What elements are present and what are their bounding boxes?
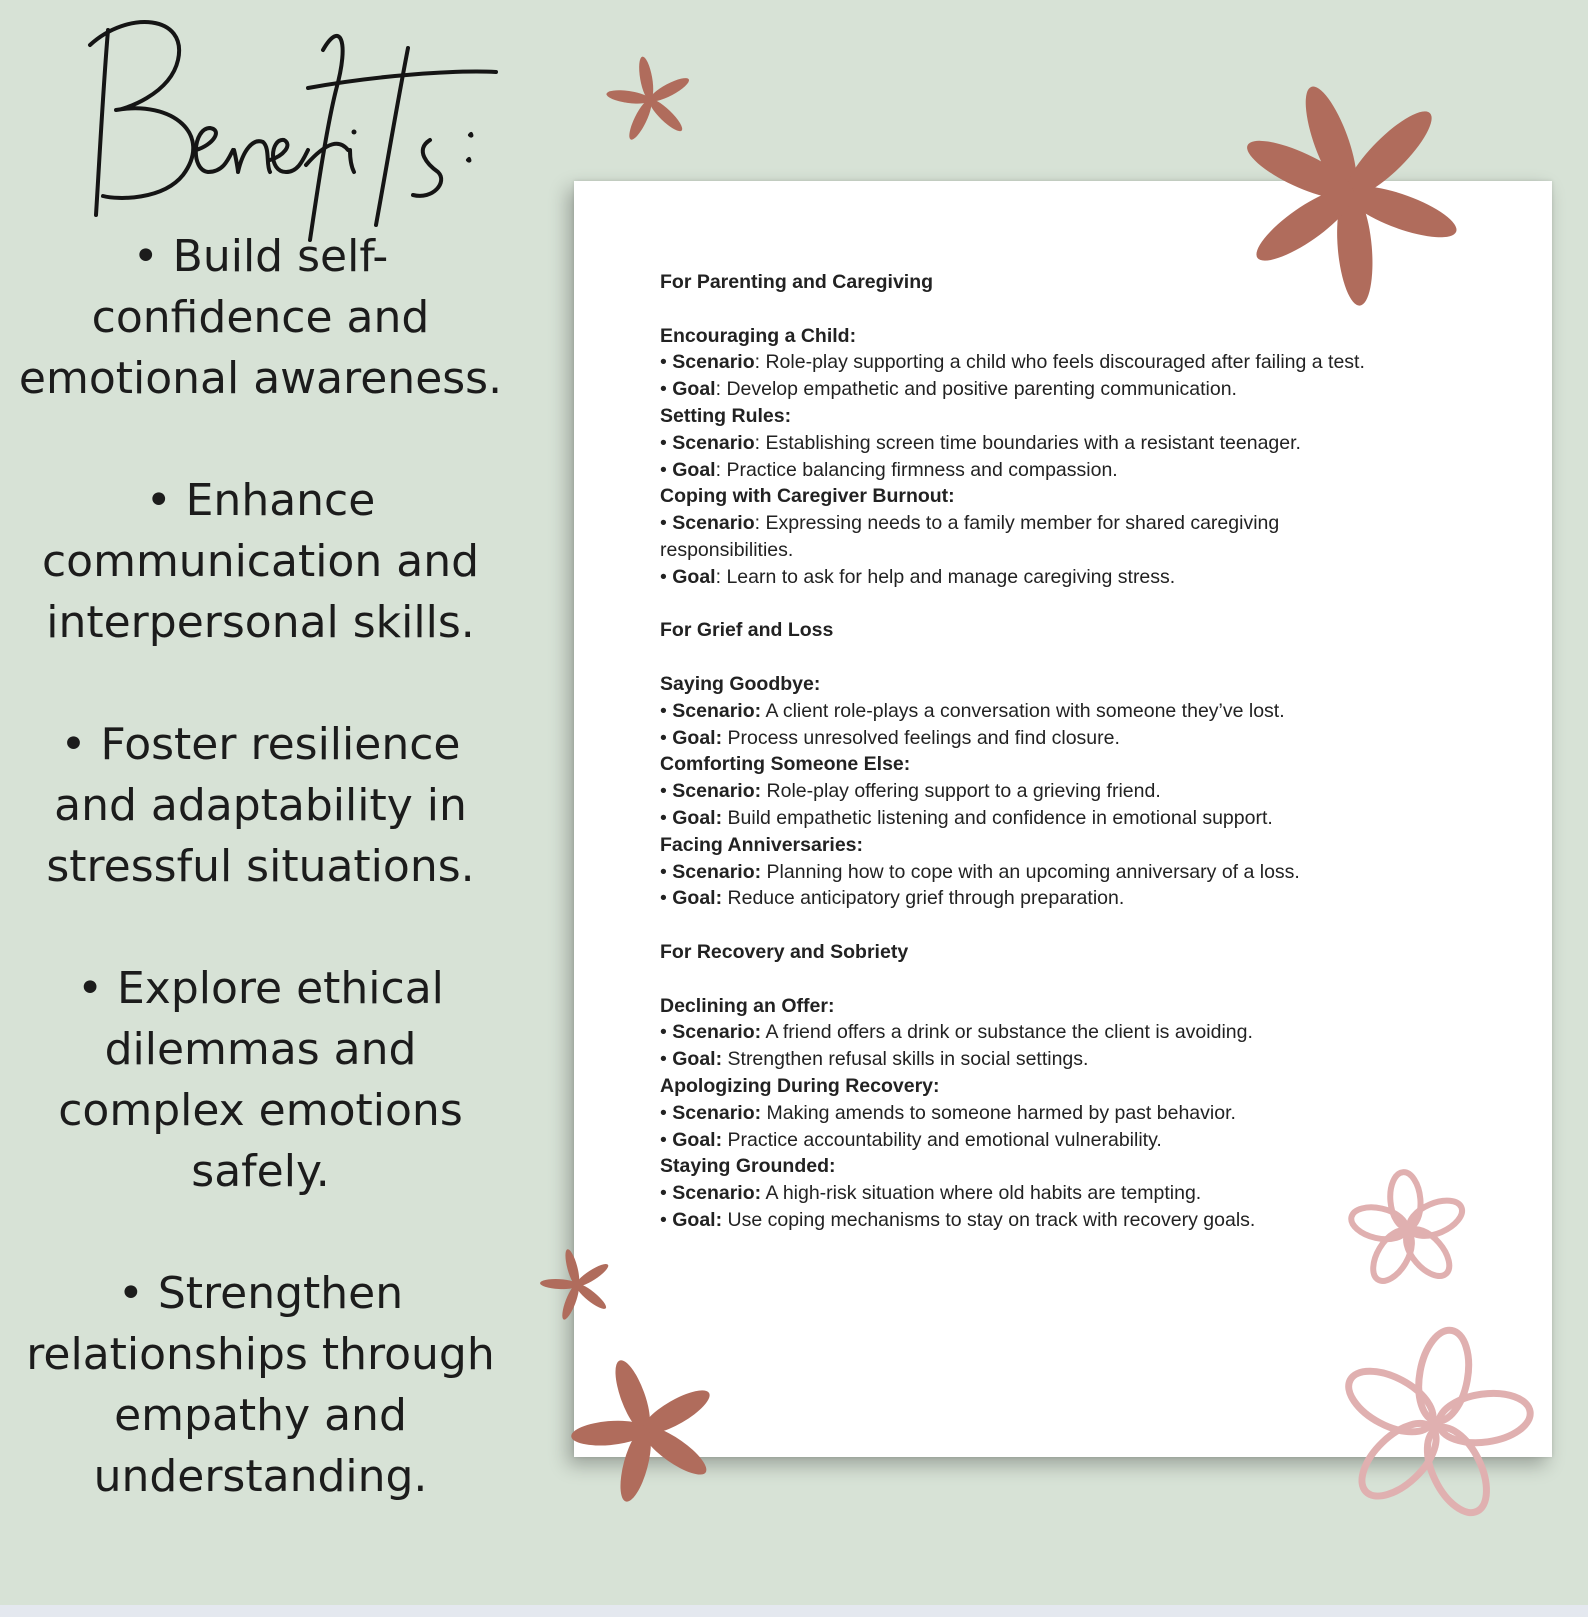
scenario-text: Making amends to someone harmed by past behavior. (766, 1101, 1236, 1124)
benefit-line: safely. (191, 1146, 330, 1197)
benefit-line: • Build self- (132, 231, 389, 282)
scenario-line: • Scenario: Role-play offering support to a grieving friend. (660, 780, 1161, 803)
bottom-strip (0, 1605, 1588, 1617)
benefit-line: stressful situations. (46, 841, 475, 892)
scenario-line: • Scenario: Making amends to someone harmed by past behavior. (660, 1101, 1236, 1124)
scenario-heading: Apologizing During Recovery: (660, 1074, 940, 1097)
goal-label: Goal: (672, 1048, 723, 1071)
benefit-line: confidence and (91, 292, 430, 343)
goal-label: Goal (672, 378, 716, 401)
goal-line: • Goal: Reduce anticipatory grief through preparation. (660, 887, 1125, 910)
scenario-label: Scenario (672, 431, 755, 454)
scenario-line: • Scenario: Expressing needs to a family member for shared caregiving (660, 512, 1280, 535)
scenario-line: • Scenario: A high-risk situation where old habits are tempting. (660, 1182, 1202, 1205)
benefit-line: empathy and (114, 1390, 407, 1441)
large-outline-flower-icon (1320, 1310, 1550, 1540)
goal-line: • Goal: Build empathetic listening and confidence in emotional support. (660, 806, 1273, 829)
scenario-label: Scenario: (672, 780, 762, 803)
large-flower-icon (1235, 78, 1465, 308)
goal-label: Goal: (672, 1208, 723, 1231)
benefit-line: • Foster resilience (60, 719, 461, 770)
small-flower-icon (532, 1240, 622, 1330)
goal-line: • Goal: Learn to ask for help and manage caregiving stress. (660, 565, 1176, 588)
goal-text: Develop empathetic and positive parenting communication. (726, 378, 1237, 401)
scenario-text: Expressing needs to a family member for shared caregiving (765, 512, 1280, 535)
benefit-item (18, 1263, 503, 1507)
benefit-line: • Explore ethical (77, 963, 444, 1014)
goal-text: Learn to ask for help and manage caregiving stress. (726, 565, 1176, 588)
scenario-line: • Scenario: Planning how to cope with an upcoming anniversary of a loss. (660, 860, 1300, 883)
document-content (660, 269, 1500, 1234)
goal-line: • Goal: Strengthen refusal skills in social settings. (660, 1048, 1089, 1071)
scenario-text: Role-play supporting a child who feels discouraged after failing a test. (765, 351, 1365, 374)
scenario-label: Scenario: (672, 1182, 762, 1205)
scenario-text: A friend offers a drink or substance the client is avoiding. (765, 1021, 1253, 1044)
goal-label: Goal (672, 458, 716, 481)
benefit-line: and adaptability in (54, 780, 467, 831)
scenario-line: • Scenario: Establishing screen time boundaries with a resistant teenager. (660, 431, 1301, 454)
scenario-text: Establishing screen time boundaries with a resistant teenager. (765, 431, 1301, 454)
goal-text: Process unresolved feelings and find closure. (727, 726, 1120, 749)
benefit-line: relationships through (26, 1329, 495, 1380)
scenario-line: • Scenario: A friend offers a drink or substance the client is avoiding. (660, 1021, 1253, 1044)
scenario-heading: Declining an Offer: (660, 994, 835, 1017)
benefit-line: communication and (41, 536, 480, 587)
benefit-line: dilemmas and (104, 1024, 417, 1075)
goal-text: Build empathetic listening and confidence in emotional support. (727, 806, 1273, 829)
benefit-item (18, 226, 503, 409)
section-title: For Recovery and Sobriety (660, 940, 909, 963)
goal-line: • Goal: Develop empathetic and positive parenting communication. (660, 378, 1237, 401)
goal-label: Goal (672, 565, 716, 588)
scenario-text: Role-play offering support to a grieving friend. (766, 780, 1161, 803)
scenario-heading: Setting Rules: (660, 404, 792, 427)
goal-text: Practice balancing firmness and compassion. (726, 458, 1118, 481)
goal-line: • Goal: Use coping mechanisms to stay on track with recovery goals. (660, 1208, 1256, 1231)
goal-text: Use coping mechanisms to stay on track with recovery goals. (727, 1208, 1256, 1231)
scenario-text-continued: responsibilities. (660, 538, 794, 561)
scenario-heading: Encouraging a Child: (660, 324, 857, 347)
scenario-label: Scenario: (672, 1101, 762, 1124)
section-title: For Parenting and Caregiving (660, 271, 934, 293)
benefit-item (18, 714, 503, 897)
goal-line: • Goal: Process unresolved feelings and find closure. (660, 726, 1120, 749)
small-flower-icon (600, 50, 700, 150)
scenario-heading: Saying Goodbye: (660, 672, 821, 695)
benefit-line: • Enhance (145, 475, 376, 526)
scenario-heading: Comforting Someone Else: (660, 753, 911, 776)
benefit-item (18, 958, 503, 1202)
benefit-line: • Strengthen (117, 1268, 404, 1319)
scenario-label: Scenario: (672, 860, 762, 883)
benefits-list (18, 226, 503, 1568)
scenario-line: • Scenario: A client role-plays a conversation with someone they’ve lost. (660, 699, 1285, 722)
scenario-line: • Scenario: Role-play supporting a child who feels discouraged after failing a test. (660, 351, 1365, 374)
scenario-text: Planning how to cope with an upcoming anniversary of a loss. (766, 860, 1300, 883)
benefit-line: emotional awareness. (18, 353, 503, 404)
scenario-text: A client role-plays a conversation with someone they’ve lost. (765, 699, 1285, 722)
goal-label: Goal: (672, 1128, 723, 1151)
goal-label: Goal: (672, 887, 723, 910)
scenario-heading: Facing Anniversaries: (660, 833, 864, 856)
benefit-line: interpersonal skills. (46, 597, 475, 648)
benefit-item (18, 470, 503, 653)
benefit-line: understanding. (93, 1451, 428, 1502)
medium-flower-icon (565, 1350, 725, 1510)
goal-label: Goal: (672, 806, 723, 829)
goal-text: Strengthen refusal skills in social settings. (727, 1048, 1089, 1071)
outline-flower-icon (1338, 1160, 1478, 1300)
scenario-heading: Coping with Caregiver Burnout: (660, 485, 955, 508)
goal-text: Reduce anticipatory grief through preparation. (727, 887, 1125, 910)
scenario-label: Scenario (672, 512, 755, 535)
scenario-text: A high-risk situation where old habits are tempting. (765, 1182, 1202, 1205)
goal-text: Practice accountability and emotional vulnerability. (727, 1128, 1162, 1151)
scenario-label: Scenario: (672, 699, 762, 722)
scenario-heading: Staying Grounded: (660, 1155, 836, 1178)
goal-label: Goal: (672, 726, 723, 749)
section-title: For Grief and Loss (660, 619, 834, 642)
benefit-line: complex emotions (58, 1085, 463, 1136)
goal-line: • Goal: Practice balancing firmness and compassion. (660, 458, 1118, 481)
scenario-label: Scenario (672, 351, 755, 374)
benefits-title (78, 0, 518, 245)
goal-line: • Goal: Practice accountability and emotional vulnerability. (660, 1128, 1162, 1151)
scenario-label: Scenario: (672, 1021, 762, 1044)
